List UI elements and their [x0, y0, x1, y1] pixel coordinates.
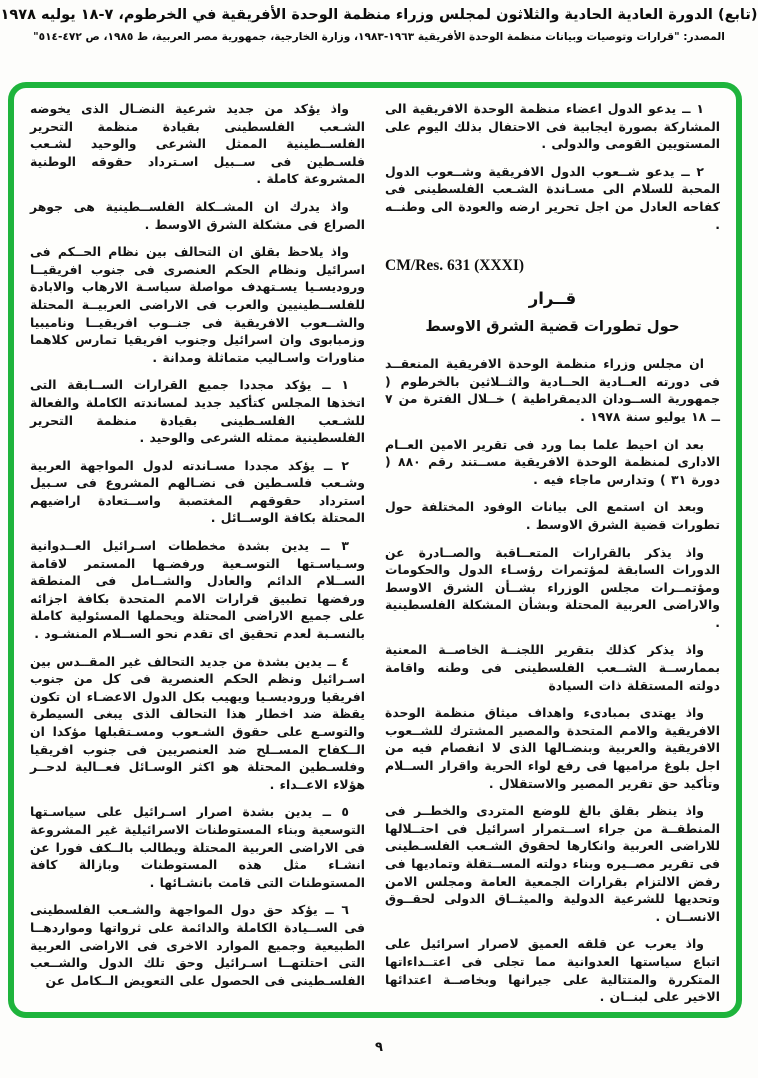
preamble-paragraph-9: واذ يؤكد من جديد شرعية النضـال الذى يخوضه الشـعب الفلسطينى بقيادة منظمة التحرير الفلســطينية الممثل الشرعى والوحيد لشـعب فلسـطين فى ســبيل اسـترداد حقوقه الوطنية المشروعة كاملة . [30, 101, 365, 187]
preamble-paragraph-1: ان مجلس وزراء منظمة الوحدة الافريقية المنعقــد فى دورته العــادية الحــادية والثــلاثين بالخرطوم ( جمهورية الســودان الديمقراطية ) خــلال الفترة من ٧ ــ ١٨ يوليو سنة ١٩٧٨ . [385, 356, 720, 424]
continuation-paragraph-1: ١ ــ يدعو الدول اعضاء منظمة الوحدة الافريقية الى المشاركة بصورة ايجابية فى الاحتفال بذلك اليوم على المستويين القومى والدولى . [385, 101, 720, 152]
resolution-title: قــرار [528, 289, 577, 309]
operative-paragraph-1: ١ ــ يؤكد مجددا جميع القرارات الســابقة التى اتخذها المجلس كتأكيد جديد لمساندته الكاملة والفعالة للشـعب الفلسـطينى بقيادة منظمة التحرير الفلسطينية ممثله الشرعى والوحيد . [30, 377, 365, 446]
operative-paragraph-2: ٢ ــ يؤكد مجددا مسـاندته لدول المواجهة العربية وشـعب فلسـطين فى نضـالهم المشروع فى سـبيل استرداد حقوقهم المغتصبة واســتعادة اراضيهم المحتلة بكافة الوســائل . [30, 457, 365, 526]
preamble-paragraph-5: واذ يذكر كذلك بتقرير اللجنــة الخاصــة المعنية بممارســة الشــعب الفلسطينى فى وطنه واقامة دولته المستقلة ذات السيادة [385, 642, 720, 693]
operative-paragraph-4: ٤ ــ يدين بشدة من جديد التحالف غير المقــدس بين اسـرائيل ونظم الحكم العنصرية فى كل من جنوب افريقيا وروديسـيا ويهيب بكل الدول الاعضـاء ان تكون يقظة ضد اخطار هذا التحالف الذى يبغى السيطرة والتوسـع على حقوق الشـعوب ومسـتقبلها مؤكدا ان الــكفاح المســلح ضد العنصريين فى جنوب افريقيا وفلسـطين المحتلة هو اكثر الوسـائل فعــالية لدحــر هؤلاء الاعــداء . [30, 653, 365, 792]
session-title: (تابع) الدورة العادية الحادية والثلاثون لمجلس وزراء منظمة الوحدة الأفريقية في الخرطوم، ٧-١٨ يوليه ١٩٧٨ [0, 7, 758, 23]
preamble-paragraph-3: وبعد ان استمع الى بيانات الوفود المختلفة حول تطورات قضية الشرق الاوسط . [385, 499, 720, 532]
operative-paragraph-6: ٦ ــ يؤكد حق دول المواجهة والشـعب الفلسطينى فى الســيادة الكاملة والدائمة على ثرواتها ومواردهــا الطبيعية وجميع الموارد الاخرى فى الاراضى العربية التى احتلتهــا اسـرائيل وحق تلك الدول والشــعب الفلسـطينى فى الحصول على التعويض الــكامل عن [30, 902, 365, 988]
preamble-paragraph-7: واذ ينظر بقلق بالغ للوضع المتردى والخطــر فى المنطقــة من جراء اســتمرار اسرائيل فى احتــلالها للاراضى العربية وانكارها لحقوق الشـعب الفلسـطينى فى تقرير مصــيره وبناء دولته المســتقلة وتماديها فى رفض الالتزام بقرارات الجمعية العامة ومجلس الامن وتحديها للشرعية الدولية والميثــاق الدولى لحقــوق الانســان . [385, 803, 720, 924]
two-column-layout [30, 100, 720, 1006]
page-header [0, 7, 758, 43]
continuation-paragraph-2: ٢ ــ يدعو شــعوب الدول الافريقية وشــعوب الدول المحبة للسلام الى مسـاندة الشـعب الفلسطينى فى كفاحه العادل من اجل تحرير ارضه والعودة الى وطنــه . [385, 163, 720, 232]
left-column [30, 100, 365, 1006]
preamble-paragraph-10: واذ يدرك ان المشــكلة الفلســطينية هى جوهر الصراع فى مشكلة الشرق الاوسط . [30, 198, 365, 232]
preamble-paragraph-6: واذ يهتدى بمبادىء واهداف ميثاق منظمة الوحدة الافريقية والامم المتحدة والمصير المشترك للشــعوب الافريقية والعربية وبنضـالها الذى لا انفصام فيه من اجل بلوغ مراميها فى رفع لواء الحرية واقرار الســلام وتأكيد حق تقرير المصير والاستقلال . [385, 705, 720, 791]
document-content-frame [8, 82, 742, 1018]
right-column [385, 100, 720, 1006]
resolution-subtitle: حول تطورات قضية الشرق الاوسط [425, 318, 680, 336]
operative-paragraph-5: ٥ ــ يدين بشدة اصرار اسـرائيل على سياسـتها التوسعية وبناء المستوطنات الاسرائيلية غير المشروعة فى الاراضى العربية المحتلة ويطالب بالــكف فورا عن انشـاء مثل هذه المستوطنات وبازالة كافة المستوطنات التى قامت بانشـائها . [30, 804, 365, 890]
preamble-paragraph-4: واذ يذكر بالقرارات المتعــاقبة والصــادرة عن الدورات السابقة لمؤتمرات رؤسـاء الدول والحكومات ومؤتمــرات مجلس الوزراء بشــأن الشرق الاوسط والاراضى العربية المحتلة وبشأن المشكلة الفلسطينية . [385, 544, 720, 630]
preamble-paragraph-8: واذ يعرب عن قلقه العميق لاصرار اسرائيل على اتباع سياستها العدوانية مما تجلى فى اعتــداءاتها المتكررة والمتتالية على جيرانها وبخاصــة اعتدائها الاخير على لبنــان . [385, 936, 720, 1005]
preamble-paragraph-2: بعد ان احيط علما بما ورد فى تقرير الامين العــام الادارى لمنظمة الوحدة الافريقية مســتند رقم ٨٨٠ ( دورة ٣١ ) وتدارس ماجاء فيه . [385, 436, 720, 487]
preamble-paragraph-11: واذ يلاحظ بقلق ان التحالف بين نظام الحــكم فى اسرائيل ونظام الحكم العنصرى فى جنوب افريقيــا وروديسـيا يسـتهدف مواصلة سياسـة الارهاب والابادة للفلســطينيين والعرب فى الاراضى العربيــة المحتلة والشــعوب الافريقية فى جنــوب افريقيــا وناميبيا وزمبابوى وان اسرائيل وجنوب افريقيا تمارس كلاهما مناورات واسـاليب متماثلة ومدانة . [30, 244, 365, 365]
operative-paragraph-3: ٣ ــ يدين بشدة مخططات اسـرائيل العــدوانية وسـياسـتها التوسـعية ورفضـها المستمر لاقامة الســلام الدائم والعادل والشــامل فى المنطقة ورفضها تطبيق قرارات الامم المتحدة بكافة اجزائه على جميع الاراضى المحتلة ويحملها المسئولية كاملة بالنسـبة لعدم تحقيق اى تقدم نحو الســلام المنشـود . [30, 538, 365, 642]
source-citation: المصدر: "قرارات وتوصيات وبيانات منظمة الوحدة الأفريقية ١٩٦٣-١٩٨٣، وزارة الخارجية، جمهورية مصر العربية، ط ١٩٨٥، ص ٤٧٢-٥١٤" [33, 31, 725, 43]
page-number: ٩ [375, 1040, 383, 1055]
resolution-reference: CM/Res. 631 (XXXI) [385, 257, 525, 275]
